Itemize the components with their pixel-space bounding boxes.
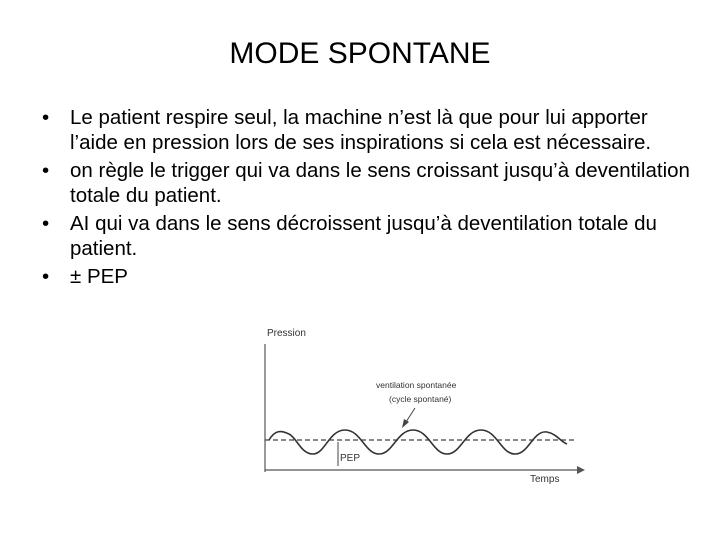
bullet-marker: • [42, 265, 50, 288]
bullet-text: ± PEP [70, 265, 128, 288]
annotation-line-2: (cycle spontané) [389, 394, 452, 404]
pressure-curve [269, 430, 567, 454]
pep-label: PEP [340, 453, 361, 464]
bullet-list [42, 106, 692, 294]
y-axis-label: Pression [267, 328, 306, 339]
annotation-arrow-icon [402, 419, 409, 428]
slide-title: MODE SPONTANE [229, 37, 491, 70]
bullet-text: AI qui va dans le sens décroissent jusqu’à deventilation totale du patient. [70, 212, 657, 260]
annotation-line-1: ventilation spontanée [376, 380, 457, 390]
bullet-item [42, 106, 692, 155]
x-axis-arrow-icon [577, 466, 585, 474]
pressure-time-figure [255, 322, 590, 487]
bullet-marker: • [42, 212, 50, 235]
annotation-arrow-line [406, 408, 415, 422]
bullet-marker: • [42, 159, 50, 182]
pressure-curve-diagram [255, 322, 590, 487]
bullet-text: Le patient respire seul, la machine n’est là que pour lui apporter l’aide en pression lors de ses inspirations si cela est nécessaire. [70, 106, 652, 154]
bullet-item [42, 212, 692, 261]
bullet-text: on règle le trigger qui va dans le sens croissant jusqu’à deventilation totale du patient. [70, 159, 690, 207]
bullet-item [42, 159, 692, 208]
bullet-item [42, 265, 692, 290]
bullet-marker: • [42, 106, 50, 129]
x-axis-label: Temps [530, 474, 560, 485]
